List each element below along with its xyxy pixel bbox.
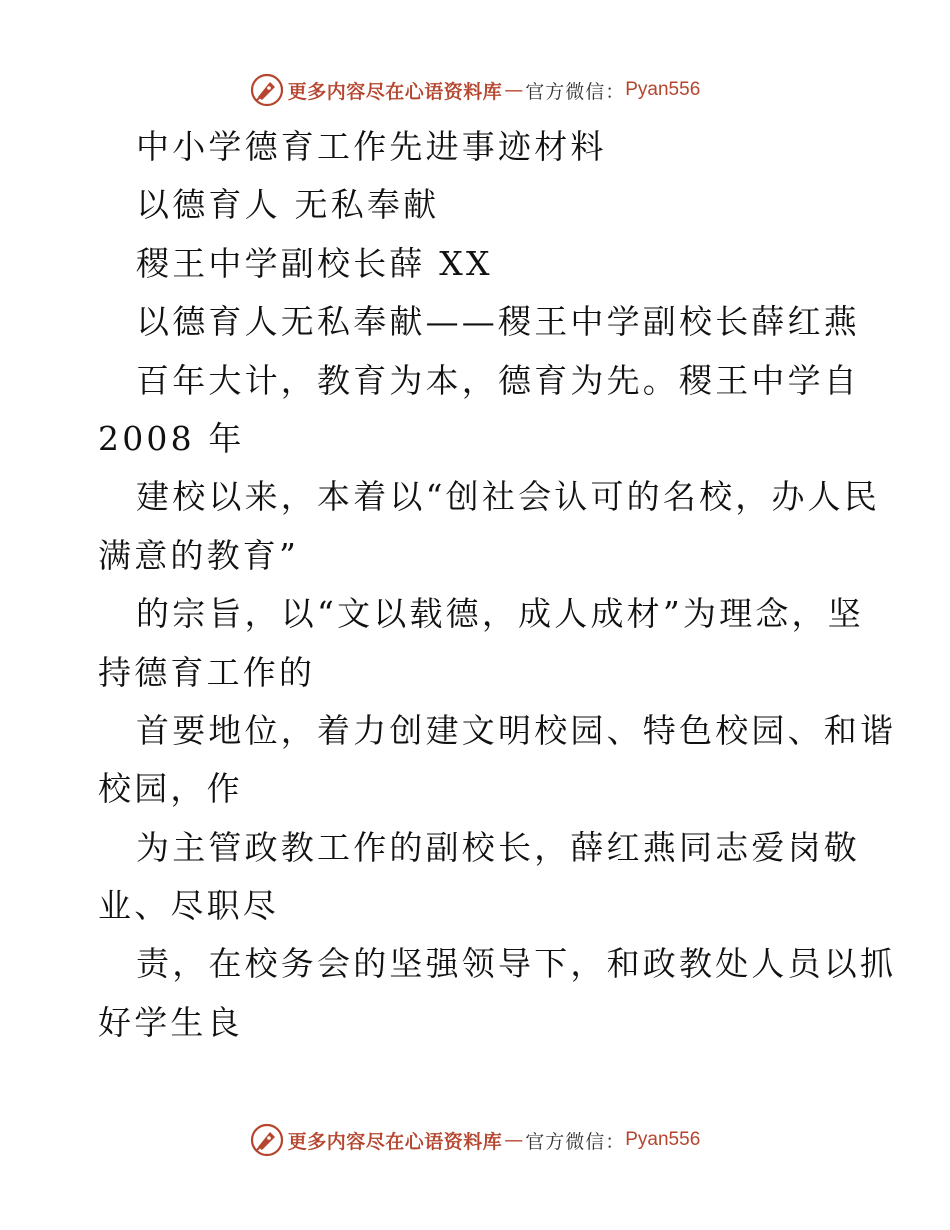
doc-line: 为主管政教工作的副校长，薛红燕同志爱岗敬 <box>136 827 860 867</box>
doc-line: 百年大计，教育为本，德育为先。稷王中学自 <box>136 360 860 400</box>
doc-line: 2008 年 <box>98 418 245 458</box>
doc-line: 建校以来，本着以“创社会认可的名校，办人民 <box>136 477 881 517</box>
doc-line: 的宗旨，以“文以载德，成人成材”为理念，坚 <box>136 594 864 634</box>
banner-dash: — <box>504 79 524 101</box>
doc-line-title: 中小学德育工作先进事迹材料 <box>136 127 607 166</box>
doc-line: 满意的教育” <box>98 535 300 575</box>
document-body <box>98 118 897 1052</box>
doc-line: 业、尽职尽 <box>98 886 279 926</box>
banner-wechat-label: 官方微信： <box>525 1130 626 1153</box>
banner-slogan: 更多内容尽在心语资料库 <box>287 1130 503 1153</box>
footer-banner <box>0 1120 950 1160</box>
banner-slogan: 更多内容尽在心语资料库 <box>287 80 503 103</box>
pen-nib-logo-icon <box>250 1123 284 1157</box>
header-banner <box>0 70 950 110</box>
doc-line-author: 稷王中学副校长薛 XX <box>136 243 493 283</box>
pen-nib-logo-icon <box>250 73 284 107</box>
doc-line: 好学生良 <box>98 1002 243 1042</box>
doc-line: 责，在校务会的坚强领导下，和政教处人员以抓 <box>136 944 897 984</box>
doc-line-subtitle: 以德育人 无私奉献 <box>136 185 440 225</box>
banner-wechat-label: 官方微信： <box>525 80 626 103</box>
banner-dash: — <box>504 1129 524 1151</box>
banner-wechat-id: Pyan556 <box>625 1129 701 1150</box>
banner-wechat-id: Pyan556 <box>625 79 701 100</box>
doc-line: 首要地位，着力创建文明校园、特色校园、和谐 <box>136 710 897 750</box>
doc-line: 校园，作 <box>98 769 243 809</box>
doc-line: 持德育工作的 <box>98 652 316 692</box>
doc-line-heading: 以德育人无私奉献——稷王中学副校长薛红燕 <box>136 302 860 342</box>
